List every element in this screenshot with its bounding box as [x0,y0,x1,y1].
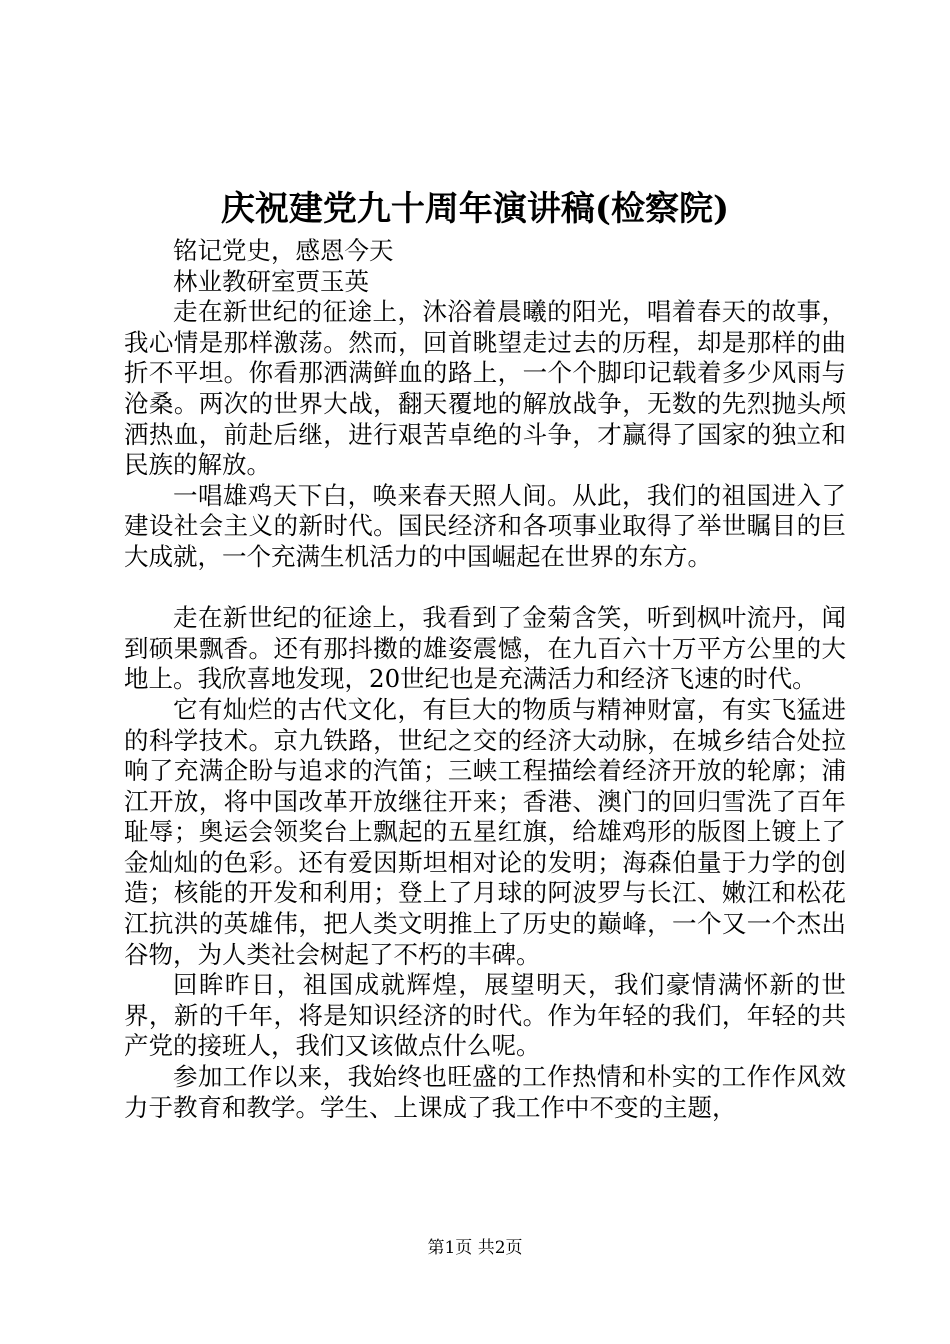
body-paragraph-5: 回眸昨日，祖国成就辉煌，展望明天，我们豪情满怀新的世界，新的千年，将是知识经济的时代。作为年轻的我们，年轻的共产党的接班人，我们又该做点什么呢。 [124,970,846,1061]
subtitle-paragraph: 铭记党史，感恩今天 [173,236,394,265]
author-paragraph: 林业教研室贾玉英 [173,266,369,296]
body-paragraph-1: 走在新世纪的征途上，沐浴着晨曦的阳光，唱着春天的故事，我心情是那样激荡。然而，回首眺望走过去的历程，却是那样的曲折不平坦。你看那洒满鲜血的路上，一个个脚印记载着多少风雨与沧桑。两次的世界大战，翻天覆地的解放战争，无数的先烈抛头颅洒热血，前赴后继，进行艰苦卓绝的斗争，才赢得了国家的独立和民族的解放。 [124,297,846,480]
body-paragraph-4: 它有灿烂的古代文化，有巨大的物质与精神财富，有实飞猛进的科学技术。京九铁路，世纪之交的经济大动脉，在城乡结合处拉响了充满企盼与追求的汽笛；三峡工程描绘着经济开放的轮廓；浦江开放，将中国改革开放继往开来；香港、澳门的回归雪洗了百年耻辱；奥运会领奖台上飘起的五星红旗，给雄鸡形的版图上镀上了金灿灿的色彩。还有爱因斯坦相对论的发明；海森伯量于力学的创造；核能的开发和利用；登上了月球的阿波罗与长江、嫩江和松花江抗洪的英雄伟，把人类文明推上了历史的巅峰，一个又一个杰出谷物，为人类社会树起了不朽的丰碑。 [124,694,846,969]
page-number-footer: 第1页 共2页 [427,1238,523,1258]
document-body [124,236,846,1123]
body-paragraph-3: 走在新世纪的征途上，我看到了金菊含笑，听到枫叶流丹，闻到硕果飘香。还有那抖擞的雄姿震憾，在九百六十万平方公里的大地上。我欣喜地发现，20世纪也是充满活力和经济飞速的时代。 [124,603,846,694]
body-paragraph-2: 一唱雄鸡天下白，唤来春天照人间。从此，我们的祖国进入了建设社会主义的新时代。国民经济和各项事业取得了举世瞩目的巨大成就，一个充满生机活力的中国崛起在世界的东方。 [124,480,846,571]
document-title: 庆祝建党九十周年演讲稿(检察院) [220,189,730,229]
body-paragraph-6: 参加工作以来，我始终也旺盛的工作热情和朴实的工作作风效力于教育和教学。学生、上课成了我工作中不变的主题， [124,1062,846,1122]
